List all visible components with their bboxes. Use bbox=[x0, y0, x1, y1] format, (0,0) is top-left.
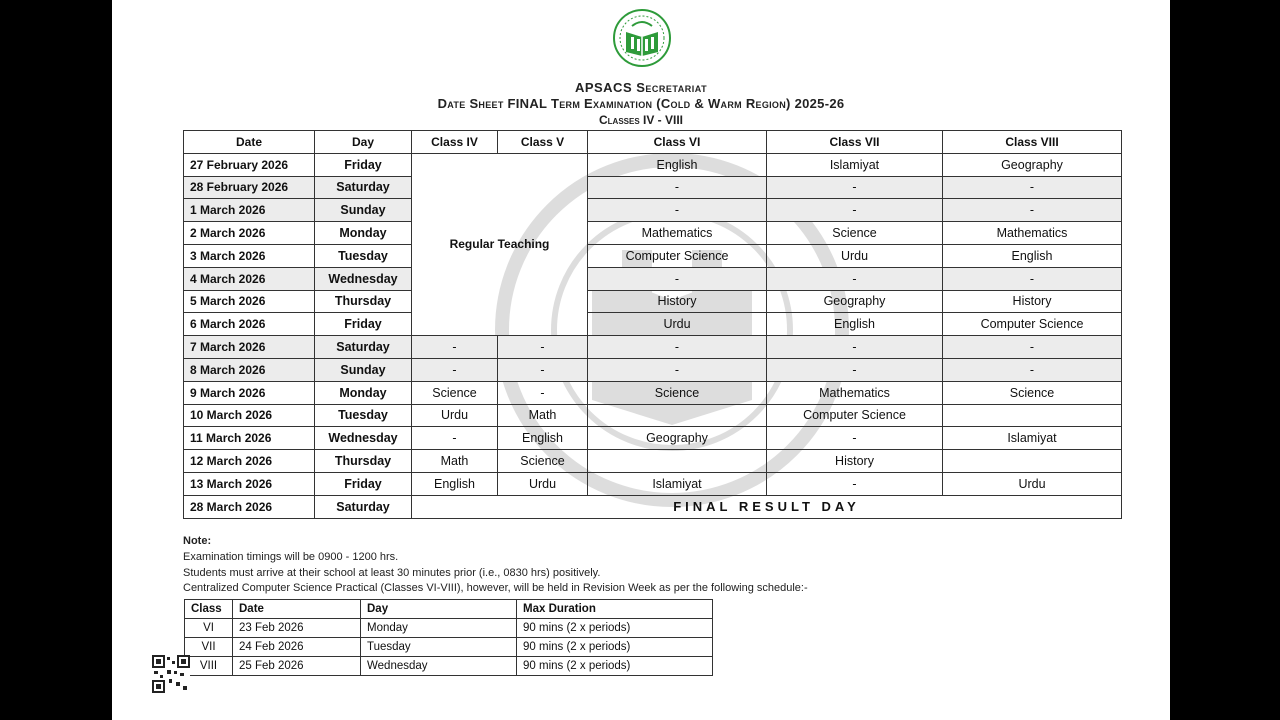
table-row bbox=[184, 358, 1122, 381]
subject-cell: - bbox=[588, 336, 767, 359]
subject-cell: - bbox=[943, 358, 1122, 381]
subject-cell: Mathematics bbox=[767, 381, 943, 404]
subject-cell: English bbox=[588, 153, 767, 176]
subject-cell: Computer Science bbox=[767, 404, 943, 427]
subject-cell: Mathematics bbox=[943, 222, 1122, 245]
table-row bbox=[184, 176, 1122, 199]
subject-cell: Mathematics bbox=[588, 222, 767, 245]
exam-date-sheet-table bbox=[183, 130, 1122, 519]
day-cell: Wednesday bbox=[315, 427, 412, 450]
subject-cell: Islamiyat bbox=[588, 472, 767, 495]
subject-cell: - bbox=[767, 427, 943, 450]
column-header: Class VIII bbox=[943, 131, 1122, 154]
day-cell: Tuesday bbox=[315, 244, 412, 267]
subject-cell: Urdu bbox=[767, 244, 943, 267]
final-result-day-cell: FINAL RESULT DAY bbox=[412, 495, 1122, 518]
classes-subtitle: Classes IV - VIII bbox=[598, 113, 683, 127]
subject-cell: Geography bbox=[588, 427, 767, 450]
subject-cell: - bbox=[588, 199, 767, 222]
subject-cell: English bbox=[412, 472, 498, 495]
day-cell: Friday bbox=[315, 313, 412, 336]
qr-code-icon bbox=[152, 655, 190, 693]
subject-cell: History bbox=[943, 290, 1122, 313]
date-cell: 12 March 2026 bbox=[184, 450, 315, 473]
table-row bbox=[184, 450, 1122, 473]
subject-cell: - bbox=[943, 199, 1122, 222]
date-cell: 28 March 2026 bbox=[184, 495, 315, 518]
note-line: Centralized Computer Science Practical (Classes VI-VIII), however, will be held in Revision Week as per the following schedule:- bbox=[183, 582, 808, 595]
subject-cell: Science bbox=[498, 450, 588, 473]
date-cell: 4 March 2026 bbox=[184, 267, 315, 290]
subject-cell: Urdu bbox=[412, 404, 498, 427]
table-header-row bbox=[184, 131, 1122, 154]
note-label: Note: bbox=[183, 535, 212, 547]
subject-cell: English bbox=[498, 427, 588, 450]
column-header: Day bbox=[315, 131, 412, 154]
date-cell: 6 March 2026 bbox=[184, 313, 315, 336]
subject-cell: - bbox=[588, 176, 767, 199]
subject-cell: - bbox=[588, 358, 767, 381]
day-cell: Thursday bbox=[315, 290, 412, 313]
table-row bbox=[184, 381, 1122, 404]
column-header: Date bbox=[184, 131, 315, 154]
table-row bbox=[184, 199, 1122, 222]
date-cell: 25 Feb 2026 bbox=[233, 657, 361, 676]
subject-cell: Science bbox=[767, 222, 943, 245]
notes-section bbox=[183, 534, 808, 597]
subject-cell: - bbox=[943, 336, 1122, 359]
day-cell: Saturday bbox=[315, 495, 412, 518]
day-cell: Monday bbox=[315, 381, 412, 404]
day-cell: Wednesday bbox=[361, 657, 517, 676]
subject-cell: English bbox=[943, 244, 1122, 267]
date-cell: 10 March 2026 bbox=[184, 404, 315, 427]
day-cell: Sunday bbox=[315, 358, 412, 381]
table-row bbox=[184, 244, 1122, 267]
class-cell: VIII bbox=[185, 657, 233, 676]
table-header-row bbox=[185, 600, 713, 619]
subject-cell: Math bbox=[498, 404, 588, 427]
table-row bbox=[184, 153, 1122, 176]
table-row bbox=[185, 619, 713, 638]
day-cell: Monday bbox=[361, 619, 517, 638]
document-title: Date Sheet FINAL Term Examination (Cold & Warm Region) 2025-26 bbox=[437, 96, 845, 111]
day-cell: Monday bbox=[315, 222, 412, 245]
subject-cell bbox=[943, 450, 1122, 473]
subject-cell: - bbox=[588, 267, 767, 290]
subject-cell: - bbox=[767, 267, 943, 290]
table-row bbox=[184, 427, 1122, 450]
subject-cell: - bbox=[767, 336, 943, 359]
date-cell: 9 March 2026 bbox=[184, 381, 315, 404]
subject-cell: - bbox=[412, 427, 498, 450]
day-cell: Thursday bbox=[315, 450, 412, 473]
subject-cell: Urdu bbox=[943, 472, 1122, 495]
note-line: Students must arrive at their school at least 30 minutes prior (i.e., 0830 hrs) positively. bbox=[183, 566, 601, 579]
table-row bbox=[184, 495, 1122, 518]
table-row bbox=[184, 267, 1122, 290]
table-row bbox=[184, 290, 1122, 313]
column-header: Class V bbox=[498, 131, 588, 154]
subject-cell: Geography bbox=[943, 153, 1122, 176]
subject-cell: Computer Science bbox=[943, 313, 1122, 336]
subject-cell: Islamiyat bbox=[767, 153, 943, 176]
column-header: Class IV bbox=[412, 131, 498, 154]
table-row bbox=[185, 638, 713, 657]
subject-cell: Science bbox=[943, 381, 1122, 404]
column-header: Class bbox=[185, 600, 233, 619]
subject-cell: - bbox=[943, 176, 1122, 199]
table-row bbox=[184, 336, 1122, 359]
date-cell: 24 Feb 2026 bbox=[233, 638, 361, 657]
date-cell: 28 February 2026 bbox=[184, 176, 315, 199]
column-header: Max Duration bbox=[517, 600, 713, 619]
subject-cell: - bbox=[412, 358, 498, 381]
regular-teaching-cell: Regular Teaching bbox=[412, 153, 588, 335]
subject-cell: Geography bbox=[767, 290, 943, 313]
date-cell: 5 March 2026 bbox=[184, 290, 315, 313]
column-header: Class VI bbox=[588, 131, 767, 154]
date-cell: 23 Feb 2026 bbox=[233, 619, 361, 638]
subject-cell: Science bbox=[588, 381, 767, 404]
subject-cell: English bbox=[767, 313, 943, 336]
day-cell: Friday bbox=[315, 153, 412, 176]
date-cell: 3 March 2026 bbox=[184, 244, 315, 267]
apsacs-logo-icon bbox=[612, 8, 672, 68]
table-row bbox=[184, 404, 1122, 427]
subject-cell: Computer Science bbox=[588, 244, 767, 267]
class-cell: VII bbox=[185, 638, 233, 657]
subject-cell: History bbox=[588, 290, 767, 313]
subject-cell: History bbox=[767, 450, 943, 473]
subject-cell: - bbox=[498, 336, 588, 359]
table-row bbox=[184, 472, 1122, 495]
date-cell: 1 March 2026 bbox=[184, 199, 315, 222]
subject-cell: - bbox=[498, 381, 588, 404]
date-cell: 8 March 2026 bbox=[184, 358, 315, 381]
day-cell: Tuesday bbox=[315, 404, 412, 427]
date-cell: 13 March 2026 bbox=[184, 472, 315, 495]
subject-cell: Urdu bbox=[588, 313, 767, 336]
date-cell: 27 February 2026 bbox=[184, 153, 315, 176]
column-header: Day bbox=[361, 600, 517, 619]
day-cell: Wednesday bbox=[315, 267, 412, 290]
duration-cell: 90 mins (2 x periods) bbox=[517, 657, 713, 676]
practical-schedule-table bbox=[184, 599, 713, 676]
subject-cell: - bbox=[767, 176, 943, 199]
subject-cell bbox=[588, 450, 767, 473]
subject-cell bbox=[943, 404, 1122, 427]
subject-cell: - bbox=[412, 336, 498, 359]
subject-cell: Urdu bbox=[498, 472, 588, 495]
date-cell: 2 March 2026 bbox=[184, 222, 315, 245]
table-row bbox=[184, 222, 1122, 245]
day-cell: Saturday bbox=[315, 336, 412, 359]
table-row bbox=[184, 313, 1122, 336]
date-cell: 7 March 2026 bbox=[184, 336, 315, 359]
subject-cell: - bbox=[943, 267, 1122, 290]
subject-cell: Math bbox=[412, 450, 498, 473]
note-line: Examination timings will be 0900 - 1200 hrs. bbox=[183, 550, 399, 563]
table-row bbox=[185, 657, 713, 676]
org-name: APSACS Secretariat bbox=[574, 80, 708, 95]
date-cell: 11 March 2026 bbox=[184, 427, 315, 450]
subject-cell: Science bbox=[412, 381, 498, 404]
subject-cell: - bbox=[767, 199, 943, 222]
duration-cell: 90 mins (2 x periods) bbox=[517, 619, 713, 638]
subject-cell bbox=[588, 404, 767, 427]
subject-cell: - bbox=[498, 358, 588, 381]
subject-cell: - bbox=[767, 358, 943, 381]
day-cell: Sunday bbox=[315, 199, 412, 222]
document-page bbox=[112, 0, 1170, 720]
class-cell: VI bbox=[185, 619, 233, 638]
column-header: Date bbox=[233, 600, 361, 619]
day-cell: Saturday bbox=[315, 176, 412, 199]
subject-cell: Islamiyat bbox=[943, 427, 1122, 450]
day-cell: Friday bbox=[315, 472, 412, 495]
subject-cell: - bbox=[767, 472, 943, 495]
column-header: Class VII bbox=[767, 131, 943, 154]
duration-cell: 90 mins (2 x periods) bbox=[517, 638, 713, 657]
day-cell: Tuesday bbox=[361, 638, 517, 657]
